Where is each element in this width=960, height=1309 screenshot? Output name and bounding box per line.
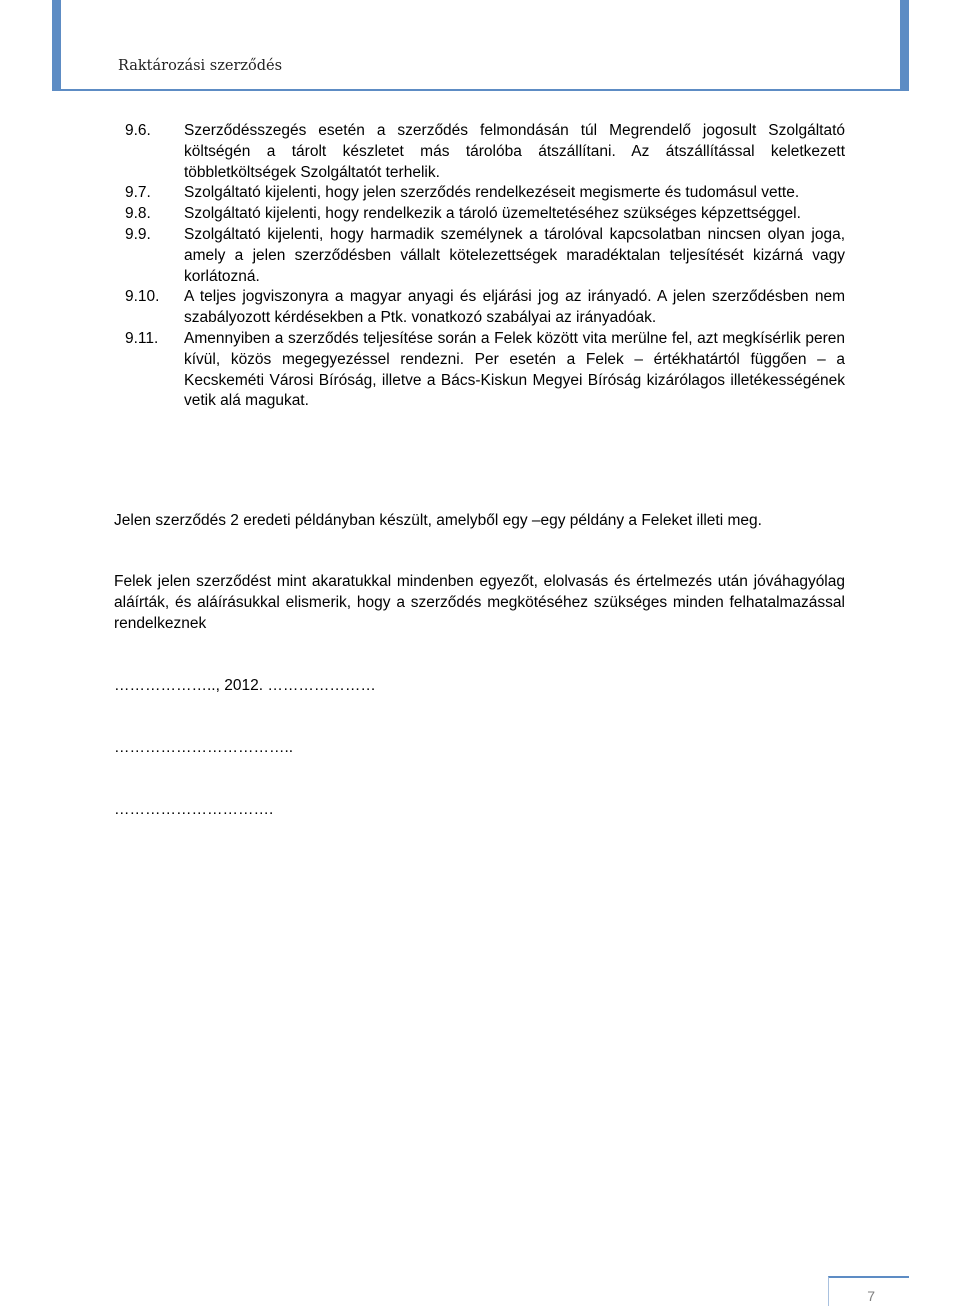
clause-9-11 — [125, 329, 845, 412]
header-frame — [52, 0, 909, 91]
clause-number: 9.10. — [125, 288, 160, 306]
copies-paragraph: Jelen szerződés 2 eredeti példányban készült, amelyből egy –egy példány a Feleket illeti meg. — [114, 512, 762, 529]
date-line: ……………….., 2012. ………………… — [114, 677, 376, 694]
clause-9-7 — [125, 183, 845, 204]
clause-text: A teljes jogviszonyra a magyar anyagi és eljárási jog az irányadó. A jelen szerződésben nem szabályozott kérdésekben a Ptk. vonatkozó szabályai az irányadóak. — [184, 288, 845, 327]
clause-9-8 — [125, 204, 845, 225]
page-number-box — [828, 1276, 909, 1306]
clause-9-9 — [125, 225, 845, 287]
clause-number: 9.9. — [125, 225, 151, 243]
clause-text: Amennyiben a szerződés teljesítése során a Felek között vita merülne fel, azt megkísérlik peren kívül, közös megegyezéssel rendezni. Per esetén a Felek – értékhatártól függően – a Kecskeméti Városi Bíróság, illetve a Bács-Kiskun Megyei Bíróság kizárólagos illetékességének vetik alá magukat. — [184, 329, 845, 410]
clause-text: Szerződésszegés esetén a szerződés felmondásán túl Megrendelő jogosult Szolgáltató költségén a tárolt készletet más tárolóba átszállítani. Az átszállítással keletkezett többletköltségek Szolgáltatót terhelik. — [184, 122, 845, 181]
clause-number: 9.7. — [125, 184, 151, 202]
clause-number: 9.8. — [125, 205, 151, 223]
clause-number: 9.11. — [125, 329, 159, 347]
signature-line-2: …………………………. — [114, 801, 274, 818]
clause-9-6 — [125, 121, 845, 183]
signing-paragraph: Felek jelen szerződést mint akaratukkal mindenben egyezőt, elolvasás és értelmezés után jóváhagyólag aláírták, és aláírásukkal elismerik, hogy a szerződés megkötéséhez szükséges minden felhatalmazással rendelkeznek — [114, 573, 845, 632]
clause-text: Szolgáltató kijelenti, hogy jelen szerződés rendelkezéseit megismerte és tudomásul vette. — [184, 184, 800, 202]
clause-list — [125, 121, 845, 412]
clause-number: 9.6. — [125, 122, 151, 139]
clause-text: Szolgáltató kijelenti, hogy harmadik személynek a tárolóval kapcsolatban nincsen olyan joga, amely a jelen szerződésben vállalt kötelezettségek maradéktalan teljesítését kizárná vagy korlátozná. — [184, 225, 845, 285]
page-number: 7 — [867, 1288, 875, 1304]
clause-text: Szolgáltató kijelenti, hogy rendelkezik a tároló üzemeltetéséhez szükséges képzettséggel. — [184, 205, 801, 223]
document-header-title: Raktározási szerződés — [118, 58, 283, 74]
signature-line-1: …………………………….. — [114, 739, 294, 756]
clause-9-10 — [125, 287, 845, 329]
